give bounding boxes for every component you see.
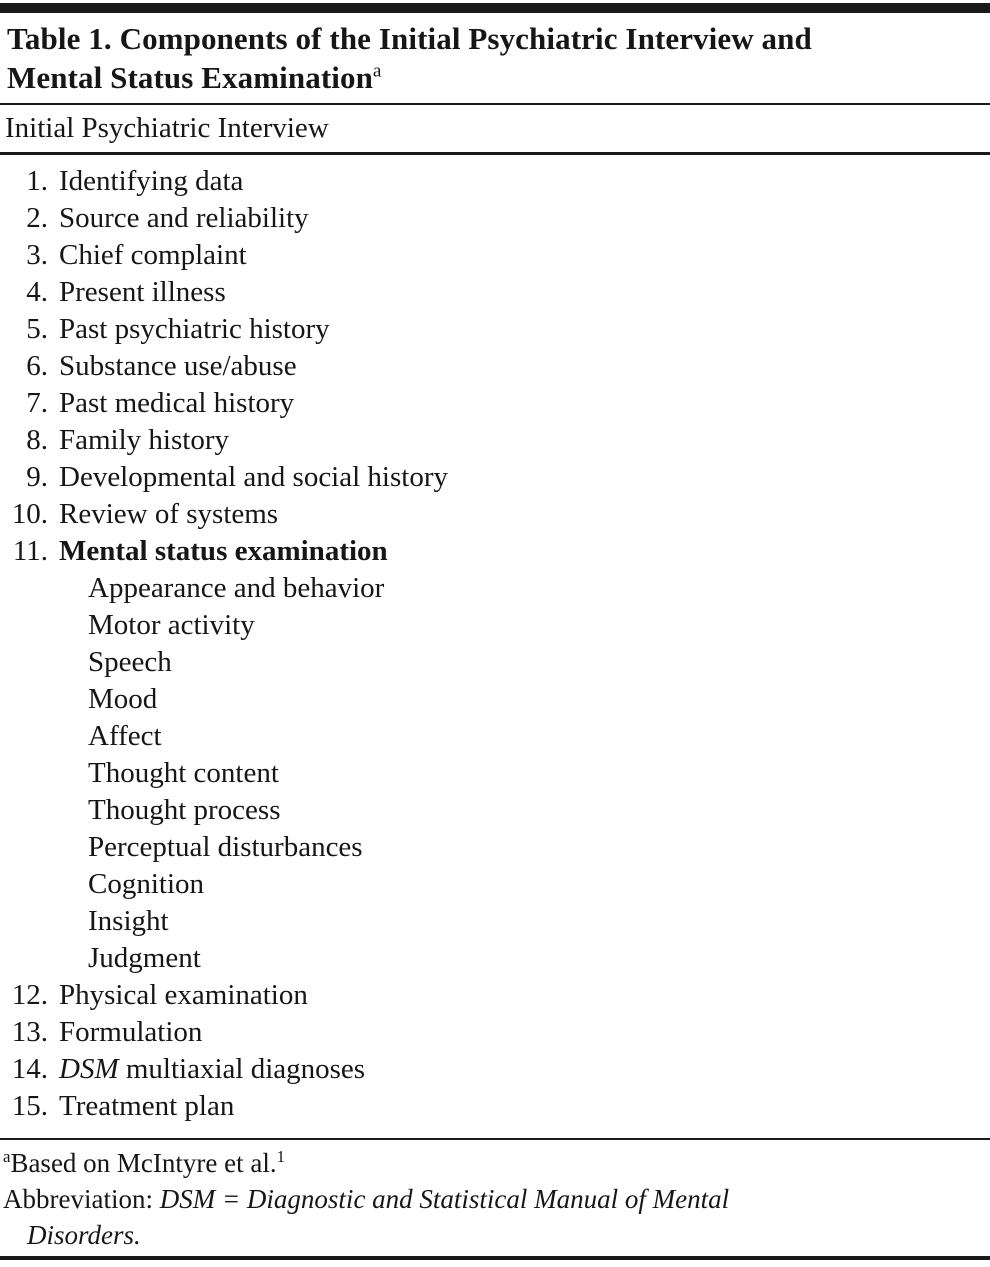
item-text: Past psychiatric history: [59, 313, 330, 345]
item-text: Mental status examination: [59, 535, 388, 567]
table-row: [6, 1014, 984, 1051]
table-title: [0, 13, 990, 103]
table-row: [6, 533, 984, 570]
item-text: Identifying data: [59, 165, 244, 197]
table-row: [6, 977, 984, 1014]
interview-list: [0, 155, 990, 1138]
item-number: 8.: [26, 424, 48, 456]
item-text: Present illness: [59, 276, 226, 308]
table-row: [6, 200, 984, 237]
column-header: Initial Psychiatric Interview: [5, 112, 329, 144]
table-title-line1: Table 1. Components of the Initial Psychiatric Interview and: [7, 21, 812, 56]
table-row: [6, 237, 984, 274]
item-number: 4.: [26, 276, 48, 308]
item-number: 2.: [26, 202, 48, 234]
item-text: Developmental and social history: [59, 461, 448, 493]
item-number: 15.: [11, 1090, 48, 1122]
table-top-rule: [0, 3, 990, 13]
table-subrow: Cognition: [88, 868, 205, 900]
footnote-a-marker: a: [3, 1147, 11, 1166]
table-subrow: Speech: [88, 646, 172, 678]
table-subrow: Affect: [88, 720, 162, 752]
table-row: [6, 459, 984, 496]
table-row: [6, 274, 984, 311]
item-text: Past medical history: [59, 387, 295, 419]
table-row: [6, 385, 984, 422]
table-subrow: Perceptual disturbances: [88, 831, 363, 863]
item-text: Substance use/abuse: [59, 350, 297, 382]
item-number: 13.: [11, 1016, 48, 1048]
table-bottom-rule: [0, 1256, 990, 1260]
table-subrow: Insight: [88, 905, 169, 937]
item-number: 3.: [26, 239, 48, 271]
item-number: 7.: [26, 387, 48, 419]
item-number: 1.: [26, 165, 48, 197]
table-row: [6, 1051, 984, 1088]
table-row: [6, 1088, 984, 1125]
table-row: [6, 496, 984, 533]
footnote-reference-superscript: 1: [276, 1147, 285, 1166]
abbreviation-italic-line1: DSM = Diagnostic and Statistical Manual of Mental: [159, 1184, 730, 1214]
item-text: Review of systems: [59, 498, 279, 530]
footnote-abbreviation: [3, 1181, 982, 1253]
item-number: 10.: [11, 498, 48, 530]
item-number: 9.: [26, 461, 48, 493]
table-row: [6, 311, 984, 348]
item-text: Source and reliability: [59, 202, 309, 234]
table-subrow: Motor activity: [88, 609, 255, 641]
table-row: [6, 163, 984, 200]
table-subrow: Thought process: [88, 794, 281, 826]
table-subrow: Thought content: [88, 757, 279, 789]
item-text: DSM multiaxial diagnoses: [59, 1053, 366, 1085]
footnote-a-text: Based on McIntyre et al.: [10, 1148, 277, 1178]
item-number: 14.: [11, 1053, 48, 1085]
footnotes: [0, 1140, 990, 1256]
abbreviation-label: Abbreviation:: [3, 1184, 160, 1214]
item-text: Chief complaint: [59, 239, 247, 271]
item-number: 6.: [26, 350, 48, 382]
item-text: Family history: [59, 424, 229, 456]
table-row: [6, 348, 984, 385]
table-subrow: Judgment: [88, 942, 201, 974]
item-number: 12.: [11, 979, 48, 1011]
abbreviation-italic-line2: Disorders.: [27, 1220, 141, 1250]
item-number: 11.: [12, 535, 48, 567]
item-text: Formulation: [59, 1016, 203, 1048]
table-subrow: Appearance and behavior: [88, 572, 385, 604]
table-title-line2: Mental Status Examination: [7, 60, 373, 95]
item-text: Physical examination: [59, 979, 308, 1011]
table-subrow: Mood: [88, 683, 158, 715]
table-row: [6, 422, 984, 459]
item-number: 5.: [26, 313, 48, 345]
footnote-marker-superscript: a: [372, 60, 382, 82]
item-text: Treatment plan: [59, 1090, 235, 1122]
footnote-based-on: [3, 1145, 982, 1181]
